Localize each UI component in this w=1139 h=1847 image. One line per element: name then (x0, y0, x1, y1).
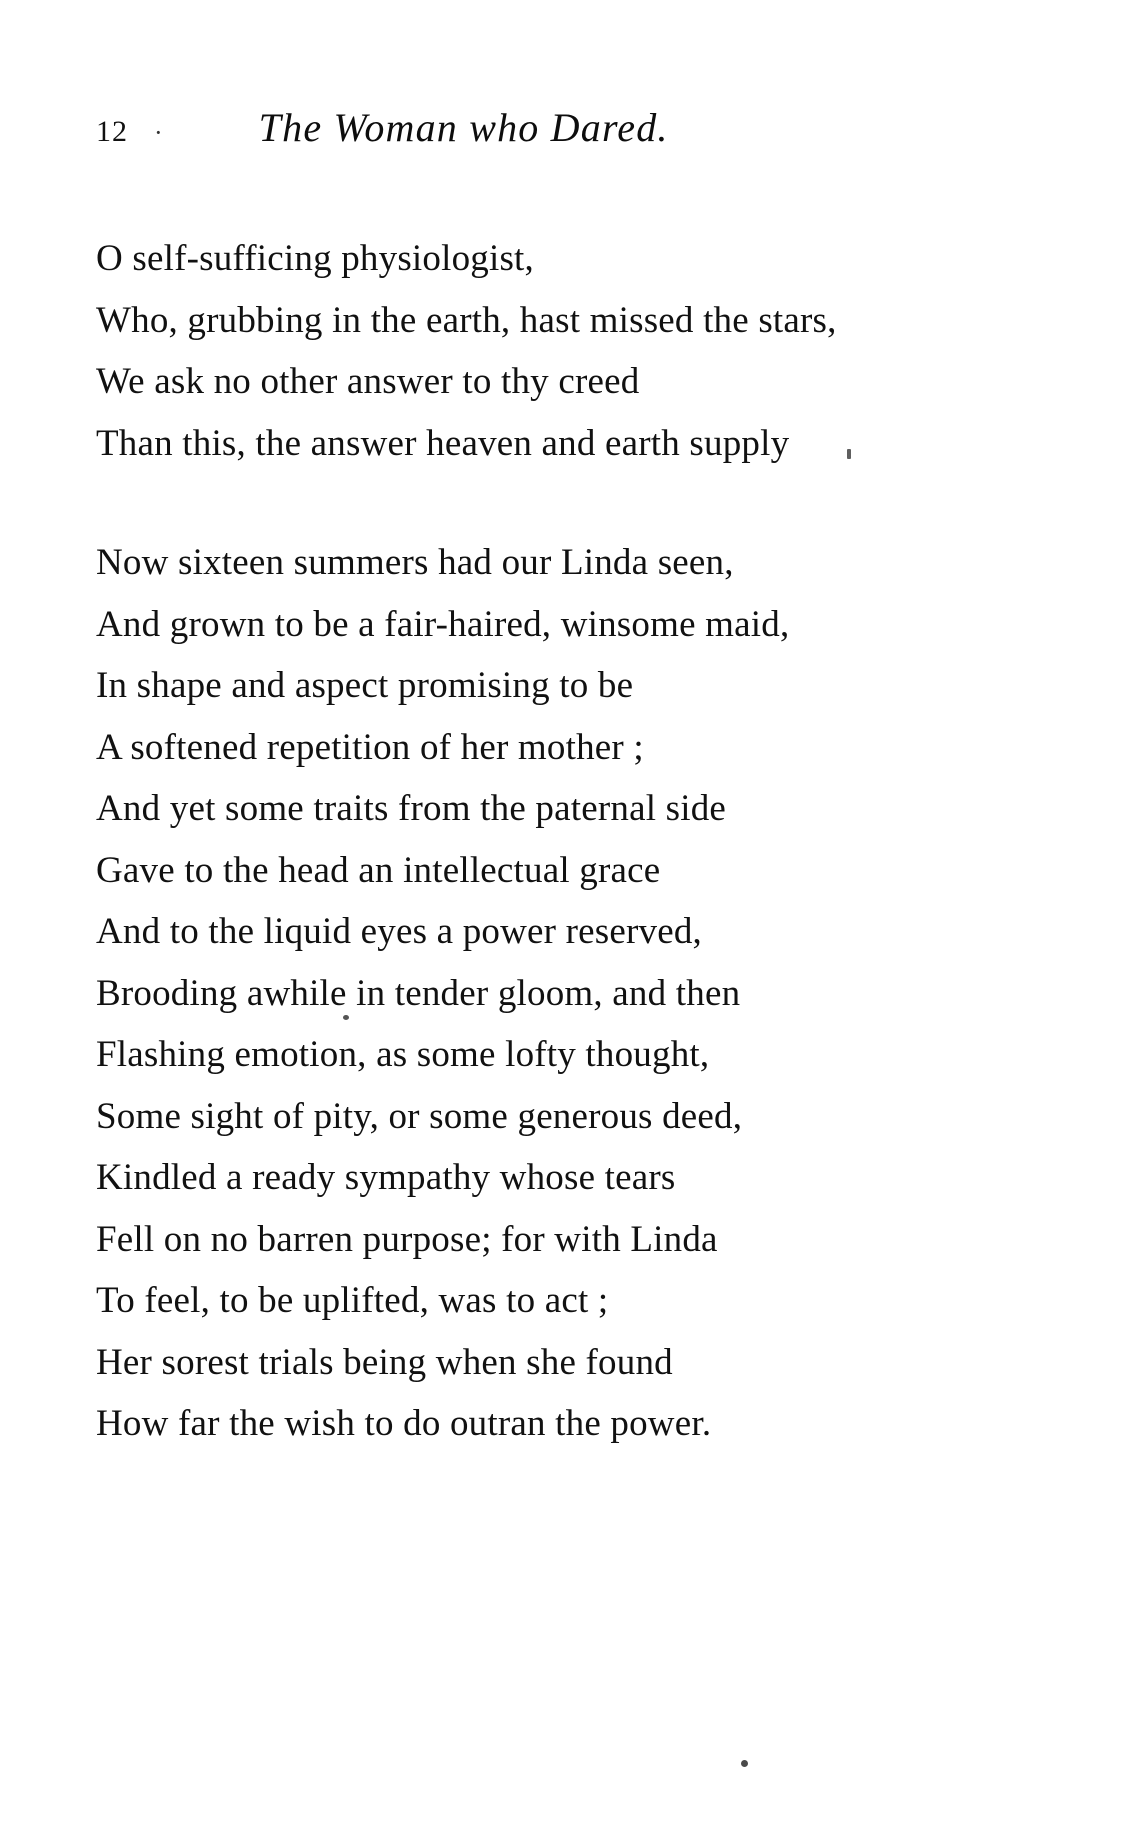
poem-line: O self-sufficing physiologist, (96, 238, 534, 279)
poem-line: And grown to be a fair-haired, winsome maid, (96, 603, 790, 645)
running-head (96, 104, 956, 160)
poem-line: And to the liquid eyes a power reserved, (96, 911, 702, 952)
book-title: The Woman who Dared. (258, 105, 669, 150)
poem-line: Gave to the head an intellectual grace (96, 849, 661, 891)
stanza (96, 532, 1056, 1455)
poem-line: Her sorest trials being when she found (96, 1341, 673, 1383)
print-speck (847, 449, 851, 459)
ornament-dot: · (154, 118, 163, 147)
poem-line: Brooding awhile in tender gloom, and then (96, 972, 741, 1014)
poem-line: We ask no other answer to thy creed (96, 361, 640, 402)
poem-line: A softened repetition of her mother ; (96, 726, 644, 768)
print-speck (343, 1015, 349, 1020)
poem-line: To feel, to be uplifted, was to act ; (96, 1280, 609, 1321)
poem-line: Who, grubbing in the earth, hast missed the stars, (96, 299, 837, 341)
poem-line: Kindled a ready sympathy whose tears (96, 1157, 676, 1198)
poem-line: In shape and aspect promising to be (96, 665, 634, 706)
poem-line: And yet some traits from the paternal side (96, 788, 727, 829)
poem-line: Now sixteen summers had our Linda seen, (96, 542, 734, 583)
print-speck (741, 1760, 748, 1767)
stanza (96, 228, 1056, 474)
page-number: 12 (96, 115, 128, 148)
poem-body (96, 228, 1056, 1455)
poem-line: Than this, the answer heaven and earth supply (96, 422, 790, 464)
poem-line: Flashing emotion, as some lofty thought, (96, 1034, 710, 1075)
poem-line: Some sight of pity, or some generous deed, (96, 1095, 743, 1137)
poem-line: Fell on no barren purpose; for with Linda (96, 1218, 718, 1260)
poem-line: How far the wish to do outran the power. (96, 1403, 712, 1444)
